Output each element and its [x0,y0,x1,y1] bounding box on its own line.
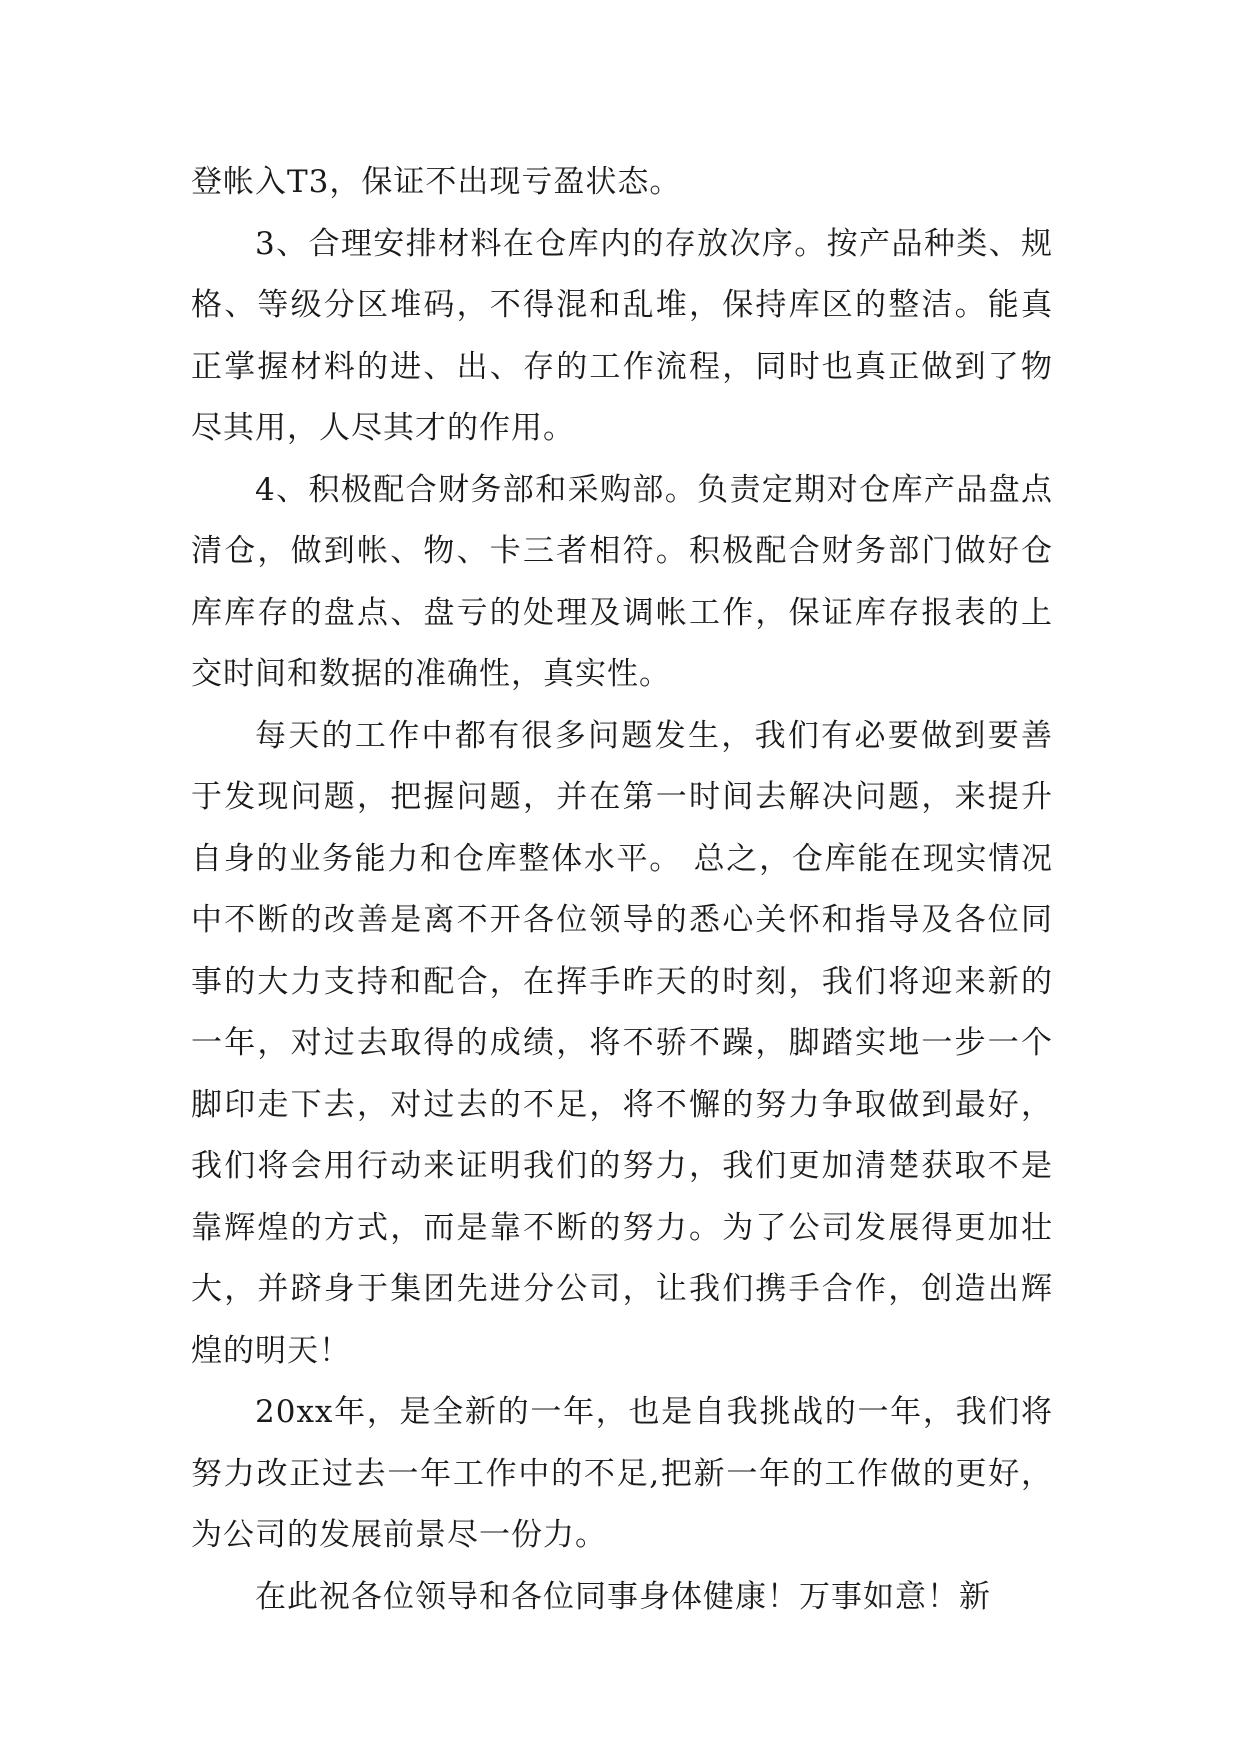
paragraph-2: 3、合理安排材料在仓库内的存放次序。按产品种类、规格、等级分区堆码，不得混和乱堆，保持库区的整洁。能真正掌握材料的进、出、存的工作流程，同时也真正做到了物尽其用，人尽其才的作用。 [191,225,1053,446]
paragraph-4: 每天的工作中都有很多问题发生，我们有必要做到要善于发现问题，把握问题，并在第一时间去解决问题，来提升自身的业务能力和仓库整体水平。 总之，仓库能在现实情况中不断的改善是离不开各位领导的悉心关怀和指导及各位同事的大力支持和配合，在挥手昨天的时刻，我们将迎来新的一年，对过去取得的成绩，将不骄不躁，脚踏实地一步一个脚印走下去，对过去的不足，将不懈的努力争取做到最好，我们将会用行动来证明我们的努力，我们更加清楚获取不是靠辉煌的方式，而是靠不断的努力。为了公司发展得更加壮大，并跻身于集团先进分公司，让我们携手合作，创造出辉煌的明天！ [191,717,1053,1369]
document-body [191,152,1053,1628]
paragraph-1: 登帐入T3，保证不出现亏盈状态。 [191,164,682,200]
paragraph-6: 在此祝各位领导和各位同事身体健康！万事如意！新 [255,1578,991,1615]
paragraph-5: 20xx年，是全新的一年，也是自我挑战的一年，我们将努力改正过去一年工作中的不足,把新一年的工作做的更好，为公司的发展前景尽一份力。 [191,1394,1053,1553]
paragraph-3: 4、积极配合财务部和采购部。负责定期对仓库产品盘点清仓，做到帐、物、卡三者相符。积极配合财务部门做好仓库库存的盘点、盘亏的处理及调帐工作，保证库存报表的上交时间和数据的准确性，真实性。 [191,471,1053,692]
